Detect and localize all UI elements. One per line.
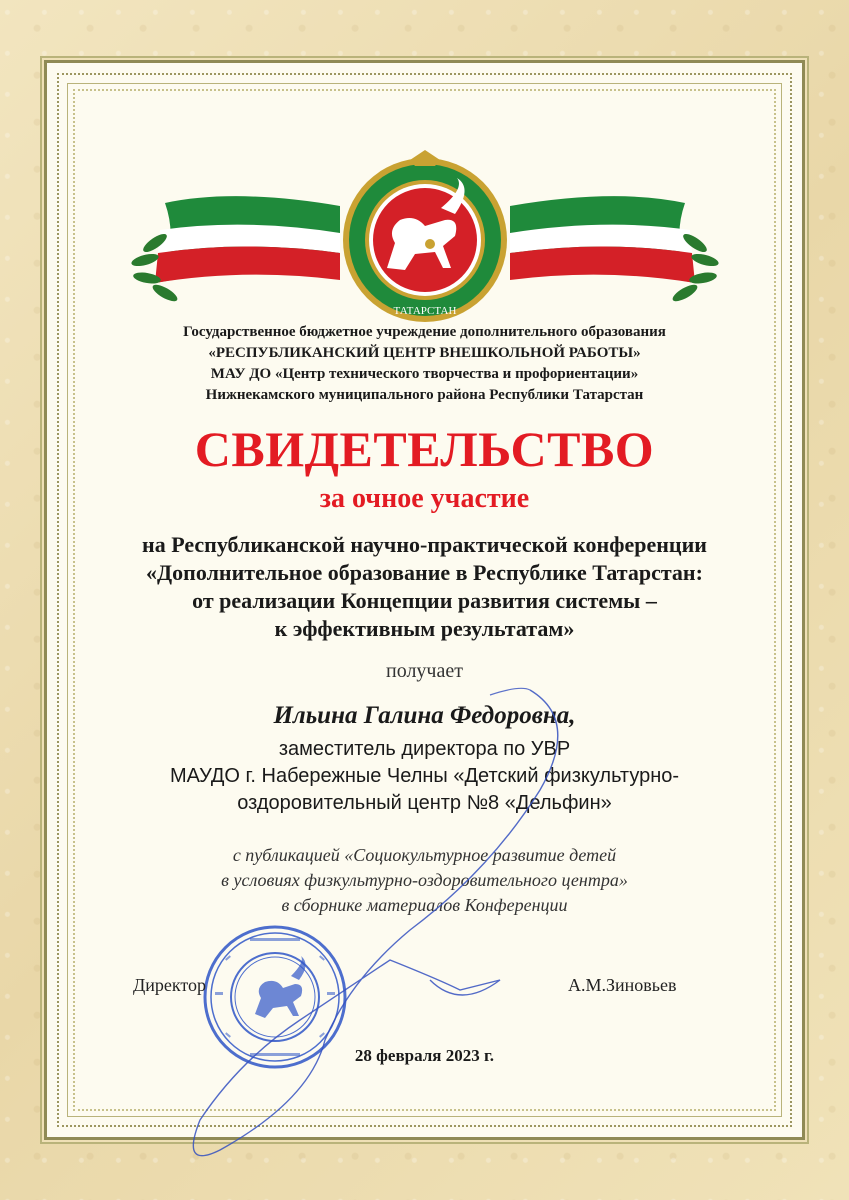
publication-line: в условиях физкультурно-оздоровительного центра» — [221, 870, 628, 890]
organization-line: Государственное бюджетное учреждение дополнительного образования — [183, 324, 666, 340]
certificate-subtitle: за очное участие — [319, 483, 530, 514]
tatarstan-coat-of-arms-icon — [125, 148, 725, 323]
publication-line: в сборнике материалов Конференции — [281, 895, 568, 915]
conference-line: от реализации Концепции развития системы – — [192, 588, 657, 613]
recipient-organization: оздоровительный центр №8 «Дельфин» — [237, 792, 612, 814]
recipient-position: заместитель директора по УВР — [278, 738, 571, 760]
recipient-organization: МАУДО г. Набережные Челны «Детский физкультурно- — [169, 765, 680, 787]
conference-line: «Дополнительное образование в Республике Татарстан: — [146, 560, 703, 585]
emblem-ring-text: ТАТАРСТАН — [393, 305, 457, 317]
organization-header — [0, 322, 849, 406]
recipient-name: Ильина Галина Федоровна, — [273, 702, 576, 729]
conference-line: на Республиканской научно-практической конференции — [142, 532, 707, 557]
publication-line: с публикацией «Социокультурное развитие детей — [232, 845, 617, 865]
signature-name: А.М.Зиновьев — [568, 975, 677, 995]
organization-line: «РЕСПУБЛИКАНСКИЙ ЦЕНТР ВНЕШКОЛЬНОЙ РАБОТЫ» — [208, 345, 641, 361]
receives-label: получает — [386, 660, 463, 682]
signature-role: Директор — [133, 975, 207, 995]
certificate-title: СВИДЕТЕЛЬСТВО — [194, 421, 655, 477]
recipient-details — [0, 736, 849, 817]
organization-line: Нижнекамского муниципального района Республики Татарстан — [205, 387, 644, 403]
conference-description — [0, 531, 849, 643]
issue-date: 28 февраля 2023 г. — [354, 1046, 495, 1065]
organization-line: МАУ ДО «Центр технического творчества и профориентации» — [210, 366, 639, 382]
publication-note — [0, 843, 849, 918]
conference-line: к эффективным результатам» — [274, 616, 575, 641]
